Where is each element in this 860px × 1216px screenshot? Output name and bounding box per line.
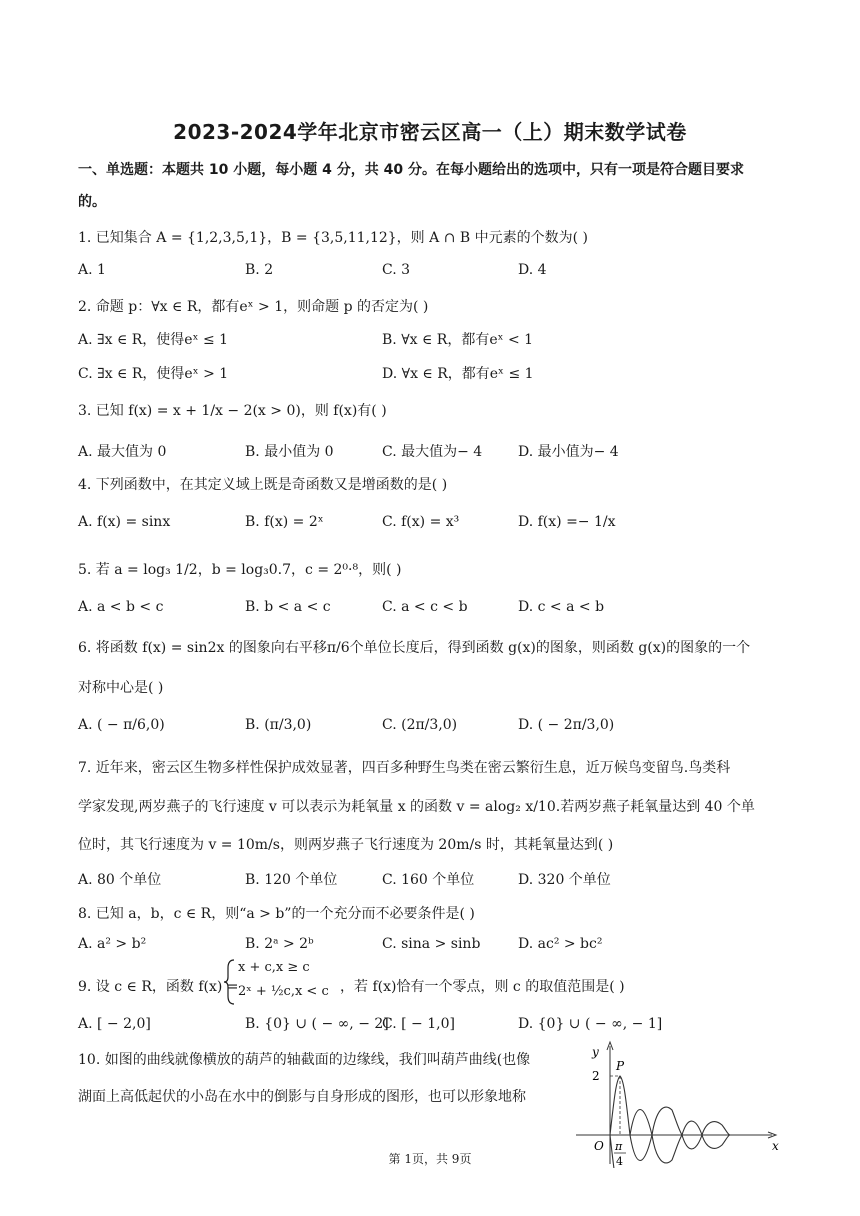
- question-7-stem-cont2: 位时，其飞行速度为 v = 10m/s，则两岁燕子飞行速度为 20m/s 时，其耗氧量达到( ): [78, 837, 614, 853]
- question-2-stem: 2. 命题 p：∀x ∈ R，都有eˣ > 1，则命题 p 的否定为( ): [78, 299, 429, 315]
- q2-option-d: D. ∀x ∈ R，都有eˣ ≤ 1: [382, 366, 534, 382]
- y-axis: [607, 1042, 613, 1164]
- x-axis-label: x: [772, 1139, 779, 1153]
- question-9-stem: 9. 设 c ∈ R，函数 f(x) =: [78, 979, 239, 995]
- q3-option-a: A. 最大值为 0: [78, 444, 167, 460]
- q2-option-c: C. ∃x ∈ R，使得eˣ > 1: [78, 366, 229, 382]
- q5-option-a: A. a < b < c: [78, 599, 164, 615]
- q3-option-b: B. 最小值为 0: [245, 444, 334, 460]
- four-label: 4: [616, 1155, 623, 1168]
- q8-option-b: B. 2ᵃ > 2ᵇ: [245, 936, 314, 952]
- q1-option-c: C. 3: [382, 262, 411, 278]
- point-p-label: P: [616, 1059, 625, 1073]
- pi-label: π: [615, 1140, 623, 1153]
- q1-option-a: A. 1: [78, 262, 106, 278]
- question-1-stem: 1. 已知集合 A = {1,2,3,5,1}，B = {3,5,11,12}，则 A ∩ B 中元素的个数为( ): [78, 230, 588, 246]
- x-axis: [576, 1132, 776, 1138]
- q9-option-a: A. [ − 2,0]: [78, 1016, 151, 1032]
- q6-option-a: A. ( − π/6,0): [78, 717, 165, 733]
- section-heading: 一、单选题：本题共 10 小题，每小题 4 分，共 40 分。在每小题给出的选项中，只有一项是符合题目要求: [78, 162, 744, 178]
- q2-option-a: A. ∃x ∈ R，使得eˣ ≤ 1: [78, 332, 229, 348]
- y-value-label: 2: [592, 1069, 600, 1083]
- q7-option-d: D. 320 个单位: [518, 872, 611, 888]
- q5-option-d: D. c < a < b: [518, 599, 605, 615]
- question-10-stem-cont: 湖面上高低起伏的小岛在水中的倒影与自身形成的图形，也可以形象地称: [78, 1089, 526, 1105]
- q9-option-b: B. {0} ∪ ( − ∞, − 2]: [245, 1016, 389, 1032]
- piecewise-case-2: 2ˣ + ½c,x < c: [238, 984, 329, 999]
- q6-option-b: B. (π/3,0): [245, 717, 312, 733]
- q8-option-c: C. sina > sinb: [382, 936, 481, 952]
- q9-option-c: C. [ − 1,0]: [382, 1016, 455, 1032]
- piecewise-case-1: x + c,x ≥ c: [238, 960, 310, 975]
- section-heading-cont: 的。: [78, 194, 106, 210]
- q2-option-b: B. ∀x ∈ R，都有eˣ < 1: [382, 332, 534, 348]
- q6-option-c: C. (2π/3,0): [382, 717, 458, 733]
- q4-option-d: D. f(x) =− 1/x: [518, 514, 616, 530]
- q4-option-a: A. f(x) = sinx: [78, 514, 171, 530]
- question-5-stem: 5. 若 a = log₃ 1/2，b = log₃0.7，c = 2⁰·⁸，则( ): [78, 562, 402, 578]
- q3-option-d: D. 最小值为− 4: [518, 444, 619, 460]
- page-footer: 第 1页，共 9页: [388, 1152, 472, 1166]
- q7-option-b: B. 120 个单位: [245, 872, 338, 888]
- q3-option-c: C. 最大值为− 4: [382, 444, 483, 460]
- q5-option-c: C. a < c < b: [382, 599, 468, 615]
- q8-option-d: D. ac² > bc²: [518, 936, 603, 952]
- q5-option-b: B. b < a < c: [245, 599, 331, 615]
- question-7-stem: 7. 近年来，密云区生物多样性保护成效显著，四百多种野生鸟类在密云繁衍生息，近万候鸟变留鸟.鸟类科: [78, 760, 731, 776]
- question-10-stem: 10. 如图的曲线就像横放的葫芦的轴截面的边缘线，我们叫葫芦曲线(也像: [78, 1052, 531, 1068]
- page-title: 2023-2024学年北京市密云区高一（上）期末数学试卷: [173, 120, 687, 144]
- question-6-stem-cont: 对称中心是( ): [78, 680, 164, 696]
- y-axis-label: y: [592, 1045, 599, 1059]
- q1-option-b: B. 2: [245, 262, 274, 278]
- question-8-stem: 8. 已知 a，b，c ∈ R，则“a > b”的一个充分而不必要条件是( ): [78, 906, 475, 922]
- q7-option-a: A. 80 个单位: [78, 872, 162, 888]
- question-6-stem: 6. 将函数 f(x) = sin2x 的图象向右平移π/6个单位长度后，得到函数 g(x)的图象，则函数 g(x)的图象的一个: [78, 640, 751, 656]
- origin-label: O: [594, 1139, 604, 1153]
- piecewise-brace: [222, 958, 236, 1006]
- q4-option-b: B. f(x) = 2ˣ: [245, 514, 324, 530]
- q4-option-c: C. f(x) = x³: [382, 514, 460, 530]
- q7-option-c: C. 160 个单位: [382, 872, 475, 888]
- question-4-stem: 4. 下列函数中，在其定义域上既是奇函数又是增函数的是( ): [78, 477, 448, 493]
- question-3-stem: 3. 已知 f(x) = x + 1/x − 2(x > 0)，则 f(x)有( ): [78, 403, 387, 419]
- q8-option-a: A. a² > b²: [78, 936, 147, 952]
- gourd-curve-figure: [572, 1040, 784, 1168]
- q6-option-d: D. ( − 2π/3,0): [518, 717, 615, 733]
- question-7-stem-cont1: 学家发现,两岁燕子的飞行速度 v 可以表示为耗氧量 x 的函数 v = alog₂ x/10.若两岁燕子耗氧量达到 40 个单: [78, 799, 755, 815]
- q1-option-d: D. 4: [518, 262, 547, 278]
- question-9-stem-tail: ，若 f(x)恰有一个零点，则 c 的取值范围是( ): [340, 979, 625, 995]
- q9-option-d: D. {0} ∪ ( − ∞, − 1]: [518, 1016, 663, 1032]
